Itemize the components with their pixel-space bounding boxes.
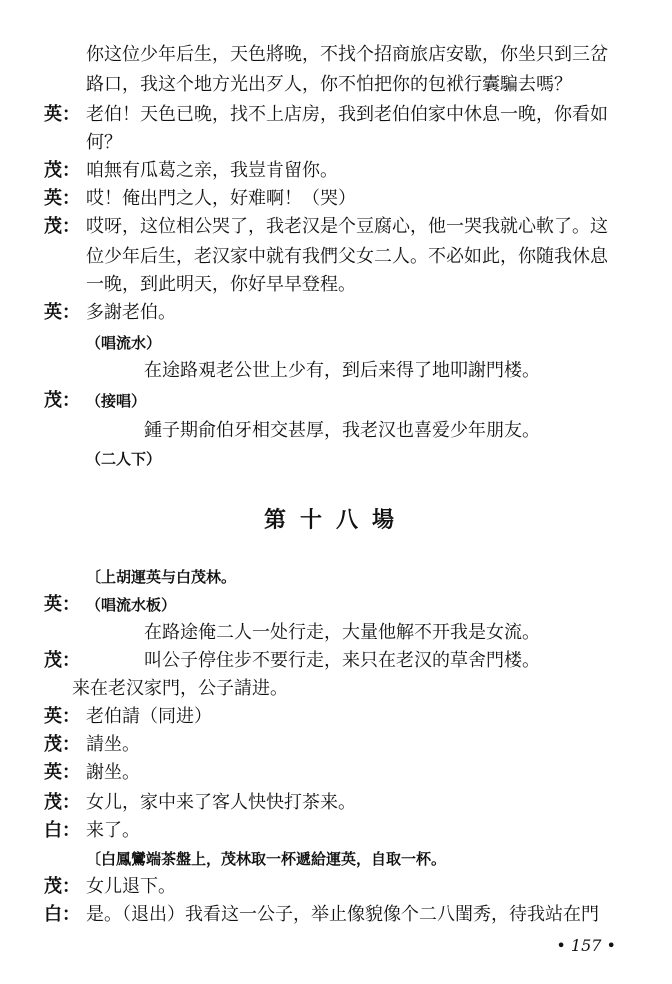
page-number: • 157 • <box>556 936 616 955</box>
dialogue-text: 老伯請（同进） <box>86 706 212 727</box>
script-line <box>0 332 672 356</box>
script-line <box>0 390 672 414</box>
dialogue-text: 多謝老伯。 <box>86 302 176 323</box>
stage-direction: （二人下） <box>86 450 162 468</box>
script-line <box>0 904 672 928</box>
scene-heading: 第十八場 <box>263 507 408 533</box>
speaker-label: 英： <box>44 762 80 783</box>
script-line <box>0 792 672 816</box>
script-line <box>0 448 672 472</box>
dialogue-text: 来在老汉家門，公子請进。 <box>72 678 288 699</box>
script-line <box>0 420 672 444</box>
stage-direction: （接唱） <box>86 392 147 410</box>
speaker-label: 白： <box>44 820 80 841</box>
dialogue-text: 路口，我这个地方光出歹人，你不怕把你的包袱行囊騙去嗎？ <box>86 74 572 95</box>
dialogue-text: 是。（退出）我看这一公子，举止像貌像个二八閨秀，待我站在門 <box>86 904 599 925</box>
dialogue-text: 咱無有瓜葛之亲，我豈肯留你。 <box>86 160 338 181</box>
script-line <box>0 274 672 298</box>
stage-direction: （唱流水板） <box>86 596 177 614</box>
dialogue-text: 女儿，家中来了客人快快打茶来。 <box>86 792 356 813</box>
script-line <box>0 650 672 674</box>
speaker-label: 茂： <box>44 160 80 181</box>
script-line <box>0 820 672 844</box>
script-line <box>0 734 672 758</box>
speaker-label: 英： <box>44 594 80 615</box>
script-line <box>0 848 672 872</box>
speaker-label: 茂： <box>44 390 80 411</box>
dialogue-text: 叫公子停住步不要行走，来只在老汉的草舍門楼。 <box>144 650 540 671</box>
script-line <box>0 566 672 590</box>
script-line <box>0 622 672 646</box>
dialogue-text: 你这位少年后生，天色將晚，不找个招商旅店安歇，你坐只到三岔 <box>86 44 608 65</box>
dialogue-text: 謝坐。 <box>86 762 140 783</box>
script-line <box>0 360 672 384</box>
script-line <box>0 74 672 98</box>
dialogue-text: 来了。 <box>86 820 140 841</box>
speaker-label: 英： <box>44 302 80 323</box>
dialogue-text: 女儿退下。 <box>86 876 176 897</box>
stage-direction: （唱流水） <box>86 334 162 352</box>
speaker-label: 白： <box>44 904 80 925</box>
script-line <box>0 44 672 68</box>
dialogue-text: 哎呀，这位相公哭了，我老汉是个豆腐心，他一哭我就心軟了。这 <box>86 216 608 237</box>
script-line <box>0 246 672 270</box>
dialogue-text: 哎！俺出門之人，好难啊！（哭） <box>86 188 356 209</box>
speaker-label: 茂： <box>44 876 80 897</box>
speaker-label: 茂： <box>44 734 80 755</box>
speaker-label: 茂： <box>44 216 80 237</box>
dialogue-text: 老伯！天色已晚，找不上店房，我到老伯伯家中休息一晚，你看如 <box>86 104 608 125</box>
dialogue-text: 在途路覌老公世上少有，到后来得了地叩謝門楼。 <box>144 360 540 381</box>
dialogue-text: 一晚，到此明天，你好早早登程。 <box>86 274 356 295</box>
script-line <box>0 160 672 184</box>
dialogue-text: 請坐。 <box>86 734 140 755</box>
script-line <box>0 876 672 900</box>
script-line <box>0 706 672 730</box>
script-line <box>0 188 672 212</box>
script-line <box>0 302 672 326</box>
script-line <box>0 216 672 240</box>
script-line <box>0 762 672 786</box>
speaker-label: 英： <box>44 188 80 209</box>
stage-direction: 〔白鳳鸞端茶盤上，茂林取一杯遞給運英，自取一杯。 <box>86 850 447 868</box>
dialogue-text: 何？ <box>86 132 122 153</box>
script-line <box>0 594 672 618</box>
script-line <box>0 104 672 128</box>
speaker-label: 茂： <box>44 650 80 671</box>
dialogue-text: 位少年后生，老汉家中就有我們父女二人。不必如此，你随我休息 <box>86 246 608 267</box>
script-line <box>0 132 672 156</box>
speaker-label: 英： <box>44 104 80 125</box>
script-line <box>0 678 672 702</box>
speaker-label: 英： <box>44 706 80 727</box>
stage-direction: 〔上胡運英与白茂林。 <box>86 568 237 586</box>
dialogue-text: 鍾子期俞伯牙相交甚厚，我老汉也喜爱少年朋友。 <box>144 420 540 441</box>
dialogue-text: 在路途俺二人一处行走，大量他解不开我是女流。 <box>144 622 540 643</box>
speaker-label: 茂： <box>44 792 80 813</box>
